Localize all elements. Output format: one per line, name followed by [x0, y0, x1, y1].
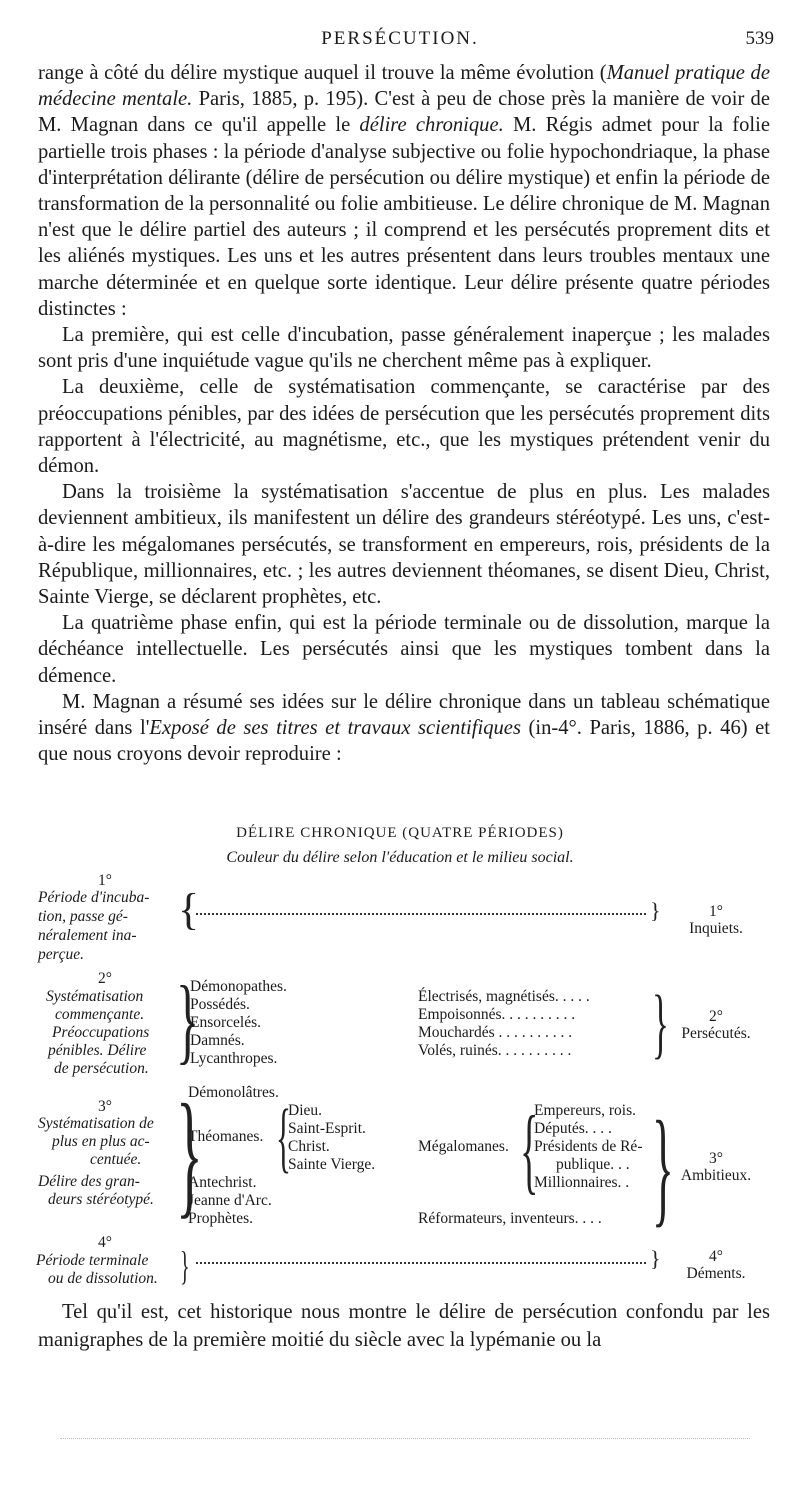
page-number: 539	[745, 28, 774, 49]
bottom-rule	[60, 1438, 750, 1439]
p2-number: 2°	[98, 970, 112, 987]
p3-megalomanes: Mégalomanes.	[418, 1138, 509, 1155]
p3-mega-5: Millionnaires. .	[534, 1174, 630, 1191]
p1-label-2: tion, passe gé-	[38, 908, 128, 925]
p3-label-3: centuée.	[90, 1151, 142, 1168]
table-subcaption: Couleur du délire selon l'éducation et le milieu social.	[226, 849, 574, 866]
p3-label-4: Délire des gran-	[38, 1173, 140, 1190]
p1-result: Inquiets.	[689, 920, 743, 937]
text-run: Dans la troisième la systématisation s'accentue de plus en plus. Les malades deviennent ambitieux, ils manifestent un délire des grandeurs stéréotypé. Les uns, c'est-à-dire les mégalomanes persécutés, se transforment en empereurs, rois, présidents de la République, millionnaires, etc. ; les autres deviennent théomanes, se disent Dieu, Christ, Sainte Vierge, se déclarent prophètes, etc.	[38, 481, 770, 609]
p4-result: Déments.	[686, 1265, 746, 1282]
p1-number: 1°	[98, 872, 112, 889]
p3-theo-3: Christ.	[288, 1138, 330, 1155]
p3-left-brace: }	[176, 1076, 203, 1231]
p4-dots	[196, 1262, 646, 1264]
p3-theo-4: Sainte Vierge.	[288, 1156, 376, 1173]
p2-right-brace: }	[652, 979, 669, 1066]
text-run: M. Régis admet pour la folie partielle trois phases : la période d'analyse subjective ou folie hypochondriaque, la phase d'interprétation délirante (délire de persécution ou délire mystique) et enfin la période de transformation de la personnalité ou folie ambitieuse. Le délire chronique de M. Magnan n'est que le délire partiel des auteurs ; il comprend et les persécutés proprement dits et les aliénés mystiques. Les uns et les autres présentent dans leurs troubles mentaux une marche déterminée et en quelque sorte identique. Leur délire présente quatre périodes distinctes :	[38, 114, 770, 320]
p4-result-number: 4°	[709, 1248, 723, 1265]
p4-right-brace: }	[650, 1246, 661, 1271]
closing-text	[38, 1298, 770, 1354]
p3-other-1: Antechrist.	[188, 1174, 257, 1191]
p2-mystic-5: Lycanthropes.	[190, 1050, 278, 1067]
p3-mega-2: Députés. . . .	[534, 1120, 612, 1137]
p3-theo-brace: {	[276, 1093, 291, 1180]
p2-persec-4: Volés, ruinés. . . . . . . . . .	[418, 1042, 572, 1059]
p2-label-4: pénibles. Délire	[48, 1042, 147, 1059]
p4-number: 4°	[98, 1234, 112, 1251]
p3-other-2: Jeanne d'Arc.	[188, 1192, 272, 1209]
text-run: Paris, 1885, p. 195). C'est à peu de chose près la manière de voir de M. Magnan dans ce qu'il appelle le	[38, 88, 770, 137]
p2-brace: }	[176, 966, 200, 1073]
p1-label-3: néralement ina-	[38, 927, 137, 944]
p3-number: 3°	[98, 1098, 112, 1115]
p3-label-1: Systématisation de	[38, 1115, 154, 1132]
p1-dots	[196, 913, 646, 915]
p2-label-1: Systématisation	[46, 988, 144, 1005]
p4-label-1: Période terminale	[36, 1252, 149, 1269]
italic-text: Manuel pratique de médecine mentale.	[38, 62, 770, 111]
p3-label-2: plus en plus ac-	[52, 1133, 150, 1150]
p3-mega-1: Empereurs, rois.	[534, 1102, 637, 1119]
closing-paragraph: Tel qu'il est, cet historique nous montre le délire de persécution confondu par les manigraphes de la première moitié du siècle avec la lypémanie ou la	[38, 1301, 770, 1351]
p2-label-3: Préoccupations	[52, 1024, 150, 1041]
p2-mystic-3: Ensorcelés.	[190, 1014, 262, 1031]
p3-mega-3: Présidents de Ré-	[534, 1138, 643, 1155]
p2-persec-3: Mouchardés . . . . . . . . . .	[418, 1024, 573, 1041]
p3-theomanes: Théomanes.	[188, 1128, 264, 1145]
p3-other-3: Prophètes.	[188, 1210, 254, 1227]
p3-result-number: 3°	[709, 1150, 723, 1167]
p2-persec-2: Empoisonnés. . . . . . . . . .	[418, 1006, 576, 1023]
p1-label-1: Période d'incuba-	[38, 889, 150, 906]
text-run: La quatrième phase enfin, qui est la période terminale ou de dissolution, marque la déchéance intellectuelle. Les persécutés ainsi que les mystiques tombent dans la démence.	[38, 612, 770, 687]
p3-theo-1: Dieu.	[288, 1102, 323, 1119]
p1-result-number: 1°	[709, 903, 723, 920]
text-run: La deuxième, celle de systématisation commençante, se caractérise par des préoccupations pénibles, par des idées de persécution que les persécutés proprement dits rapportent à l'électricité, au magnétisme, etc., que les mystiques prétendent venir du démon.	[38, 376, 770, 478]
p3-result: Ambitieux.	[680, 1167, 752, 1184]
p2-mystic-1: Démonopathes.	[190, 978, 287, 995]
p3-demonolatres: Démonolâtres.	[188, 1084, 279, 1101]
p3-mega-brace: {	[520, 1096, 539, 1203]
p4-label-2: ou de dissolution.	[48, 1270, 158, 1287]
running-title: PERSÉCUTION.	[321, 28, 479, 49]
p4-brace: }	[180, 1243, 190, 1288]
p2-result: Persécutés.	[681, 1025, 751, 1042]
italic-text: délire chronique.	[359, 114, 504, 137]
p2-label-2: commençante.	[55, 1006, 145, 1023]
text-run: (in-4°. Paris, 1886, p. 46) et que nous croyons devoir reproduire :	[38, 717, 770, 766]
p3-right-brace: }	[652, 1095, 674, 1239]
p2-label-5: de persécution.	[54, 1060, 149, 1077]
p2-result-number: 2°	[709, 1008, 723, 1025]
text-run: M. Magnan a résumé ses idées sur le délire chronique dans un tableau schématique inséré dans l'	[38, 690, 770, 740]
p1-brace: {	[178, 885, 200, 934]
p2-mystic-4: Damnés.	[190, 1032, 245, 1049]
p3-mega-4: publique. . .	[556, 1156, 630, 1173]
table-caption: DÉLIRE CHRONIQUE (QUATRE PÉRIODES)	[236, 825, 564, 841]
text-run: range à côté du délire mystique auquel il trouve la même évolution (	[38, 62, 607, 84]
p2-mystic-2: Possédés.	[190, 996, 250, 1013]
p3-label-5: deurs stéréotypé.	[48, 1191, 154, 1208]
text-run: La première, qui est celle d'incubation, passe généralement inaperçue ; les malades sont pris d'une inquiétude vague qu'ils ne cherchent même pas à expliquer.	[38, 324, 770, 373]
p1-right-brace: }	[650, 898, 661, 923]
p3-theo-2: Saint-Esprit.	[288, 1120, 366, 1137]
italic-text: Exposé de ses titres et travaux scientifiques	[149, 717, 521, 740]
p1-label-4: perçue.	[38, 946, 85, 963]
p2-persec-1: Électrisés, magnétisés. . . . .	[418, 988, 590, 1005]
p3-reformateurs: Réformateurs, inventeurs. . . .	[418, 1210, 602, 1227]
